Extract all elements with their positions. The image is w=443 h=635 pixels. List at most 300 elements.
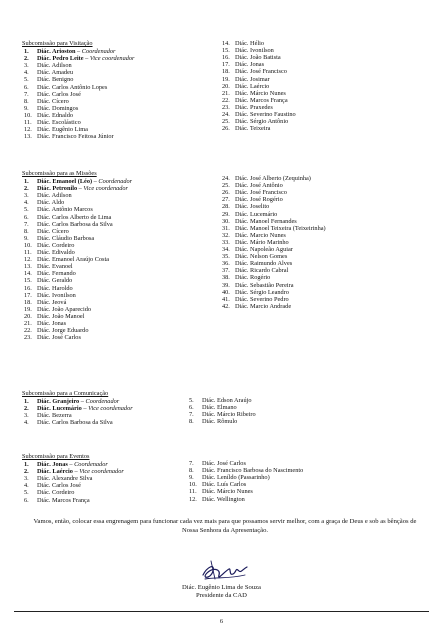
item-text xyxy=(37,285,73,292)
list-item xyxy=(24,84,134,91)
item-text xyxy=(37,249,75,256)
member-name: Diác. Laércio xyxy=(235,82,270,90)
item-number: 25. xyxy=(222,118,230,126)
member-name: Diác. Jonas xyxy=(235,61,265,69)
member-name: Diác. Cícero xyxy=(37,97,69,105)
item-number: 26. xyxy=(222,189,230,197)
member-name: Diác. Carlos Barbosa da Silva xyxy=(37,220,113,228)
item-text xyxy=(37,242,74,249)
item-number: 18. xyxy=(24,298,32,306)
list-item xyxy=(24,91,134,98)
list-item xyxy=(24,497,124,504)
member-name: Diác. Benigno xyxy=(37,76,74,84)
item-text xyxy=(37,256,109,263)
list-item xyxy=(24,76,134,83)
item-number: 26. xyxy=(222,125,230,133)
item-number: 29. xyxy=(222,210,230,218)
member-name: Diác. Severino Faustino xyxy=(235,111,296,119)
item-text xyxy=(235,76,270,83)
list-item xyxy=(24,228,132,235)
list-item xyxy=(222,54,296,61)
item-text xyxy=(235,246,293,253)
item-text xyxy=(235,289,289,296)
item-text xyxy=(235,260,292,267)
member-name: Diác. Joselito xyxy=(235,203,270,211)
member-name: Diác. João Aparecido xyxy=(37,305,92,313)
handwritten-signature xyxy=(195,549,255,589)
item-number: 9. xyxy=(24,104,29,112)
member-name: Diác. Antônio Marcos xyxy=(37,206,93,214)
list-item xyxy=(24,292,132,299)
list-item xyxy=(24,412,133,419)
list-item xyxy=(222,282,326,289)
item-number: 5. xyxy=(189,397,194,405)
item-number: 36. xyxy=(222,260,230,268)
column-right xyxy=(222,175,326,310)
item-number: 34. xyxy=(222,246,230,254)
item-number: 10. xyxy=(24,111,32,119)
list-item xyxy=(24,133,134,140)
item-number: 9. xyxy=(189,474,194,482)
list-item xyxy=(24,299,132,306)
list-item xyxy=(24,62,134,69)
member-name: Diác. José Rogério xyxy=(235,196,283,204)
item-text xyxy=(37,199,64,206)
item-number: 16. xyxy=(24,284,32,292)
item-number: 2. xyxy=(24,468,29,476)
item-number: 20. xyxy=(24,312,32,320)
item-number: 42. xyxy=(222,302,230,310)
item-number: 1. xyxy=(24,398,29,406)
item-text xyxy=(235,125,270,132)
member-name: Diác. Jonas xyxy=(37,461,68,469)
member-name: Diác. Haroldo xyxy=(37,284,73,292)
column-left xyxy=(24,461,124,504)
item-number: 41. xyxy=(222,295,230,303)
list-item xyxy=(24,475,124,482)
list-item xyxy=(24,69,134,76)
item-number: 1. xyxy=(24,461,29,469)
item-number: 30. xyxy=(222,217,230,225)
item-text xyxy=(37,119,81,126)
list-item xyxy=(222,260,326,267)
item-text: Diác. Laércio – Vice coordenador xyxy=(37,468,124,476)
item-text xyxy=(235,54,281,61)
item-text xyxy=(235,196,283,203)
item-number: 1. xyxy=(24,48,29,56)
member-name: Diác. Evanoel xyxy=(37,263,73,271)
member-name: Diác. Ivonilson xyxy=(235,47,274,55)
list-item xyxy=(24,126,134,133)
item-text xyxy=(202,488,253,495)
item-number: 5. xyxy=(24,76,29,84)
item-text xyxy=(37,69,73,76)
item-text xyxy=(235,118,288,125)
item-text xyxy=(235,211,277,218)
list-item xyxy=(24,320,132,327)
member-name: Diác. José Alberto (Zequinha) xyxy=(235,175,311,183)
member-name: Diác. Márcio Nunes xyxy=(235,89,286,97)
column-right xyxy=(189,397,256,425)
member-name: Diác. Carlos José xyxy=(37,482,81,490)
member-role: Coordenador xyxy=(98,178,133,186)
list-item xyxy=(222,303,326,310)
member-name: Diác. Jorge Eduardo xyxy=(37,327,89,335)
item-number: 6. xyxy=(189,404,194,412)
item-text xyxy=(37,235,94,242)
member-name: Diác. Laércio xyxy=(37,468,73,476)
item-number: 7. xyxy=(189,460,194,468)
member-name: Diác. Alexandre Silva xyxy=(37,475,93,483)
list-item xyxy=(24,489,124,496)
list-item xyxy=(24,285,132,292)
item-text xyxy=(235,225,326,232)
item-number: 10. xyxy=(189,481,197,489)
item-text xyxy=(235,175,311,182)
section-comunicacao xyxy=(22,390,256,427)
item-number: 2. xyxy=(24,55,29,63)
item-number: 1. xyxy=(24,178,29,186)
item-number: 19. xyxy=(222,75,230,83)
item-number: 32. xyxy=(222,231,230,239)
item-text xyxy=(235,296,289,303)
list-item xyxy=(222,111,296,118)
item-text xyxy=(37,292,76,299)
item-number: 16. xyxy=(222,54,230,62)
member-name: Diác. Emanoel Araújo Costa xyxy=(37,256,110,264)
item-number: 40. xyxy=(222,288,230,296)
item-number: 14. xyxy=(24,270,32,278)
item-number: 11. xyxy=(24,119,32,127)
member-role: Coordenador xyxy=(85,398,120,406)
item-number: 15. xyxy=(222,47,230,55)
item-text xyxy=(235,267,288,274)
item-text xyxy=(235,104,273,111)
member-name: Diác. José Carlos xyxy=(202,460,246,468)
item-number: 12. xyxy=(189,495,197,503)
item-number: 38. xyxy=(222,274,230,282)
item-number: 23. xyxy=(222,103,230,111)
list-item xyxy=(189,474,303,481)
item-text: Diác. Arioston – Coordenador xyxy=(37,48,116,56)
member-name: Diác. Aldo xyxy=(37,199,65,207)
member-name: Diác. Marcio Nunes xyxy=(235,231,286,239)
list-item xyxy=(24,398,133,405)
item-text xyxy=(37,313,84,320)
item-number: 35. xyxy=(222,253,230,261)
member-name: Diác. José Francisco xyxy=(235,189,287,197)
item-text xyxy=(37,84,107,91)
item-number: 28. xyxy=(222,203,230,211)
item-number: 39. xyxy=(222,281,230,289)
list-item xyxy=(222,189,326,196)
list-item xyxy=(222,61,296,68)
list-item xyxy=(222,196,326,203)
column-left xyxy=(24,178,132,341)
list-item xyxy=(222,239,326,246)
member-name: Diác. Márcio Ribeiro xyxy=(202,411,256,419)
item-number: 11. xyxy=(189,488,197,496)
member-name: Diác. Escolástico xyxy=(37,119,81,127)
signatory-name: Diác. Eugênio Lima de Souza xyxy=(182,584,261,591)
member-name: Diác. Carlos Antônio Lopes xyxy=(37,83,108,91)
member-name: Diác. Hélio xyxy=(235,40,265,48)
item-text xyxy=(235,274,270,281)
list-item xyxy=(24,55,134,62)
item-number: 23. xyxy=(24,334,32,342)
item-text xyxy=(37,206,93,213)
member-name: Diác. Francisco Barbosa do Nascimento xyxy=(202,467,304,475)
item-text xyxy=(37,482,81,489)
member-role: Coordenador xyxy=(74,461,108,469)
item-text xyxy=(235,253,287,260)
member-role: Vice coordenador xyxy=(89,55,135,63)
section-title: Subcomissão para as Missões xyxy=(22,170,97,177)
member-role: Vice coordenador xyxy=(79,468,124,476)
member-name: Diác. João Batista xyxy=(235,54,281,62)
list-item xyxy=(222,97,296,104)
item-number: 10. xyxy=(24,241,32,249)
item-text xyxy=(235,189,287,196)
member-name: Diác. Jonas xyxy=(37,319,67,327)
item-text xyxy=(37,98,69,105)
item-text xyxy=(235,303,291,310)
member-name: Diác. Jeová xyxy=(37,298,67,306)
item-text: Diác. Jonas – Coordenador xyxy=(37,461,108,469)
column-right xyxy=(222,40,296,132)
list-item xyxy=(24,461,124,468)
column-right xyxy=(189,460,303,503)
item-number: 3. xyxy=(24,412,29,420)
list-item xyxy=(24,468,124,475)
member-name: Diác. Rogério xyxy=(235,274,271,282)
list-item xyxy=(222,232,326,239)
list-item xyxy=(222,68,296,75)
member-name: Diác. Cícero xyxy=(37,227,69,235)
item-number: 15. xyxy=(24,277,32,285)
member-name: Diác. Petronilo xyxy=(37,185,78,193)
list-item xyxy=(24,105,134,112)
member-name: Diác. Cordeiro xyxy=(37,241,75,249)
list-item xyxy=(24,178,132,185)
list-item xyxy=(222,118,296,125)
member-name: Diác. Praxedes xyxy=(235,103,273,111)
item-text xyxy=(37,412,72,419)
item-number: 6. xyxy=(24,213,29,221)
item-number: 24. xyxy=(222,175,230,183)
item-number: 11. xyxy=(24,249,32,257)
list-item xyxy=(24,249,132,256)
item-number: 7. xyxy=(189,411,194,419)
list-item xyxy=(24,214,132,221)
member-name: Diác. Carlos José xyxy=(37,90,81,98)
member-name: Diác. Fernando xyxy=(37,270,76,278)
item-number: 2. xyxy=(24,405,29,413)
list-item xyxy=(222,253,326,260)
member-name: Diác. Lucemário xyxy=(37,405,82,413)
item-number: 6. xyxy=(24,496,29,504)
list-item xyxy=(222,267,326,274)
list-item xyxy=(24,334,132,341)
member-name: Diác. Luís Carlos xyxy=(202,481,247,489)
member-name: Diác. José Antônio xyxy=(235,182,283,190)
item-number: 12. xyxy=(24,256,32,264)
item-text xyxy=(235,111,296,118)
item-text xyxy=(202,418,237,425)
list-item xyxy=(24,263,132,270)
member-name: Diác. Carlos Alberto de Lima xyxy=(37,213,112,221)
member-name: Diác. Márcio Nunes xyxy=(202,488,253,496)
list-item xyxy=(222,274,326,281)
member-name: Diác. Domingos xyxy=(37,104,79,112)
member-name: Diác. Emanoel (Léo) xyxy=(37,178,93,186)
list-item xyxy=(189,496,303,503)
item-text xyxy=(37,299,66,306)
item-text xyxy=(235,90,286,97)
item-text xyxy=(235,83,269,90)
list-item xyxy=(189,467,303,474)
list-item xyxy=(189,411,256,418)
member-name: Diác. José Carlos xyxy=(37,334,81,342)
member-name: Diác. Amadeu xyxy=(37,69,74,77)
member-name: Diác. Elmano xyxy=(202,404,237,412)
member-name: Diác. Arioston xyxy=(37,48,76,56)
list-item xyxy=(222,175,326,182)
item-text xyxy=(202,460,246,467)
list-item xyxy=(24,256,132,263)
item-number: 4. xyxy=(24,199,29,207)
member-name: Diác. Lucemário xyxy=(235,210,278,218)
list-item xyxy=(222,90,296,97)
item-text xyxy=(202,411,256,418)
item-text xyxy=(37,105,78,112)
item-text xyxy=(235,61,264,68)
member-name: Diác. Adilson xyxy=(37,192,72,200)
item-number: 7. xyxy=(24,220,29,228)
item-number: 4. xyxy=(24,419,29,427)
section-title: Subcomissão para Eventos xyxy=(22,453,90,460)
item-text xyxy=(37,497,90,504)
item-number: 5. xyxy=(24,206,29,214)
member-name: Diác. Granjeiro xyxy=(37,398,80,406)
item-text xyxy=(202,474,270,481)
item-text xyxy=(202,467,303,474)
member-name: Diác. Leníldo (Passarinho) xyxy=(202,474,270,482)
item-text xyxy=(37,133,114,140)
list-item xyxy=(24,482,124,489)
column-left xyxy=(24,398,133,426)
member-name: Diác. Mário Marinho xyxy=(235,238,289,246)
list-item xyxy=(24,48,134,55)
item-text xyxy=(235,40,264,47)
member-name: Diác. Sérgio Leandro xyxy=(235,288,289,296)
item-text xyxy=(235,232,286,239)
list-item xyxy=(24,98,134,105)
item-number: 8. xyxy=(189,467,194,475)
list-item xyxy=(24,242,132,249)
item-number: 20. xyxy=(222,82,230,90)
member-name: Diác. Raimundo Alves xyxy=(235,260,293,268)
member-name: Diác. Geraldo xyxy=(37,277,73,285)
list-item xyxy=(24,199,132,206)
member-name: Diác. Severino Pedro xyxy=(235,295,289,303)
section-title: Subcomissão para a Comunicação xyxy=(22,390,109,397)
member-name: Diác. Ricardo Cabral xyxy=(235,267,289,275)
member-name: Diác. Sebastião Pereira xyxy=(235,281,294,289)
list-item xyxy=(222,296,326,303)
member-role: Vice coordenador xyxy=(88,405,133,413)
item-text xyxy=(235,182,283,189)
item-number: 17. xyxy=(222,61,230,69)
list-item xyxy=(189,460,303,467)
list-item xyxy=(24,192,132,199)
item-text xyxy=(235,239,289,246)
member-role: Coordenador xyxy=(81,48,116,56)
item-number: 22. xyxy=(24,327,32,335)
item-text xyxy=(202,397,252,404)
list-item xyxy=(222,246,326,253)
member-name: Diác. Pedro Leite xyxy=(37,55,84,63)
member-name: Diác. Manoel Teixeira (Teixeirinha) xyxy=(235,224,326,232)
item-text xyxy=(235,97,288,104)
member-name: Diác. Manoel Fernandes xyxy=(235,217,297,225)
list-item xyxy=(189,481,303,488)
member-name: Diác. Edson Araújo xyxy=(202,397,252,405)
list-item xyxy=(24,277,132,284)
member-name: Diác. João Manoel xyxy=(37,312,85,320)
item-number: 27. xyxy=(222,196,230,204)
item-number: 4. xyxy=(24,482,29,490)
item-text: Diác. Petronilo – Vice coordenador xyxy=(37,185,128,193)
item-text xyxy=(235,203,269,210)
list-item xyxy=(189,418,256,425)
member-name: Diác. Marcos França xyxy=(37,496,90,504)
item-number: 31. xyxy=(222,224,230,232)
list-item xyxy=(222,203,326,210)
item-text xyxy=(37,192,72,199)
item-number: 3. xyxy=(24,62,29,70)
member-name: Diác. Marcio Andrade xyxy=(235,302,292,310)
item-number: 8. xyxy=(189,418,194,426)
item-number: 6. xyxy=(24,83,29,91)
item-text xyxy=(235,218,297,225)
item-text xyxy=(202,481,246,488)
member-name: Diác. Cláudio Barbosa xyxy=(37,234,95,242)
item-text xyxy=(37,91,81,98)
item-text: Diác. Granjeiro – Coordenador xyxy=(37,398,120,406)
item-text xyxy=(37,214,111,221)
item-number: 22. xyxy=(222,96,230,104)
list-item xyxy=(222,125,296,132)
signatory-title: Presidente da CAD xyxy=(196,592,247,600)
item-number: 8. xyxy=(24,227,29,235)
item-number: 24. xyxy=(222,111,230,119)
list-item xyxy=(24,119,134,126)
item-number: 4. xyxy=(24,69,29,77)
item-text xyxy=(37,112,73,119)
item-text xyxy=(37,270,76,277)
item-text xyxy=(235,47,274,54)
member-name: Diác. Nelson Gomes xyxy=(235,253,288,261)
list-item xyxy=(222,182,326,189)
item-text: Diác. Emanoel (Léo) – Coordenador xyxy=(37,178,133,186)
member-name: Diác. Marcos França xyxy=(235,96,288,104)
list-item xyxy=(24,327,132,334)
page-number: 6 xyxy=(219,618,224,625)
item-text xyxy=(37,334,81,341)
item-number: 13. xyxy=(24,133,32,141)
member-name: Diác. Francisco Feitosa Júnior xyxy=(37,133,114,141)
